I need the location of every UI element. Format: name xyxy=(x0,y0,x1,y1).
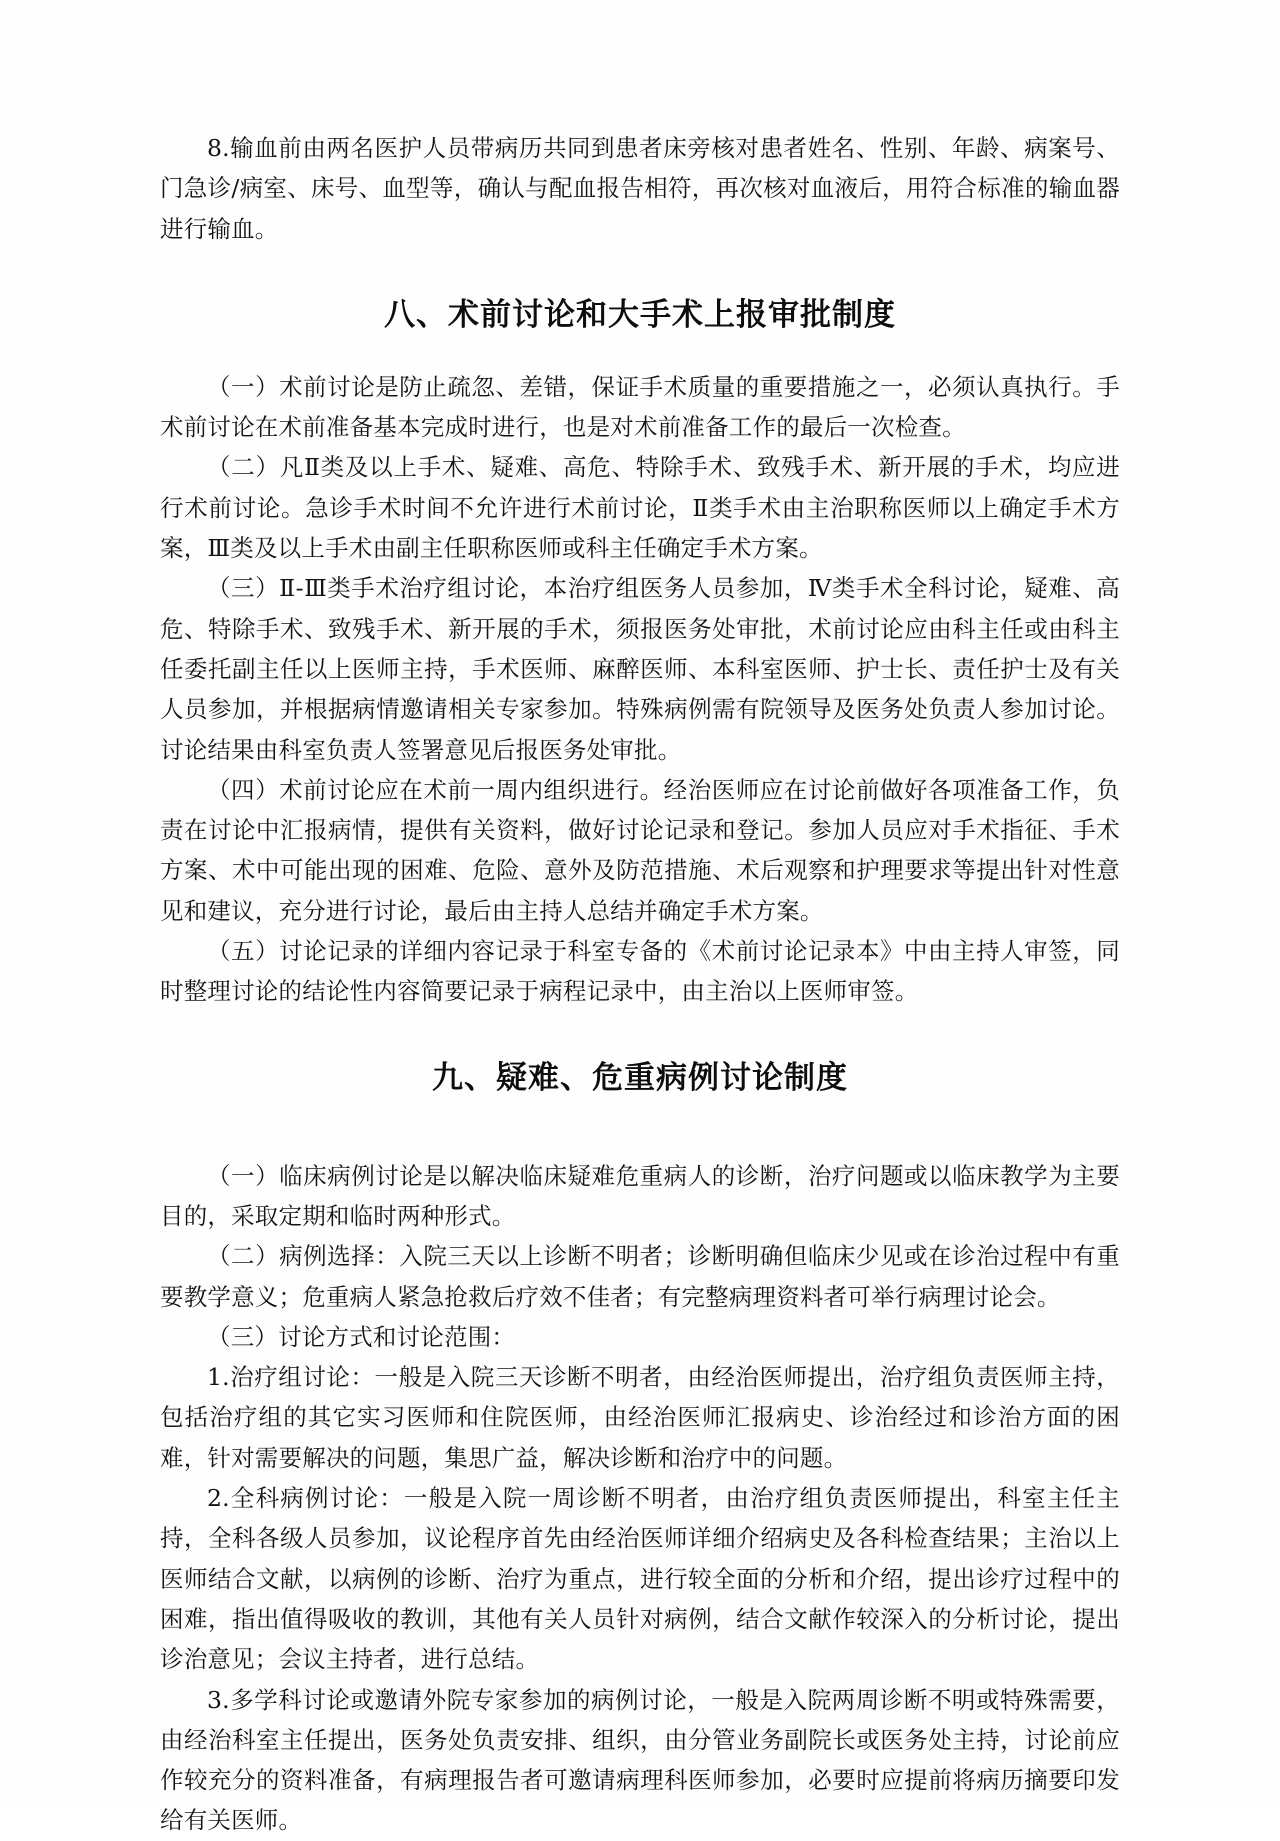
paragraph-8-5: （五）讨论记录的详细内容记录于科室专备的《术前讨论记录本》中由主持人审签，同时整理讨论的结论性内容简要记录于病程记录中，由主治以上医师审签。 xyxy=(160,937,1120,1006)
paragraph-9-3-item-3: 3.多学科讨论或邀请外院专家参加的病例讨论，一般是入院两周诊断不明或特殊需要，由经治科室主任提出，医务处负责安排、组织，由分管业务副院长或医务处主持，讨论前应作较充分的资料准备，有病理报告者可邀请病理科医师参加，必要时应提前将病历摘要印发给有关医师。 xyxy=(160,1685,1120,1835)
paragraph-8-1: （一）术前讨论是防止疏忽、差错，保证手术质量的重要措施之一，必须认真执行。手术前讨论在术前准备基本完成时进行，也是对术前准备工作的最后一次检查。 xyxy=(160,372,1120,442)
paragraph-8-4: （四）术前讨论应在术前一周内组织进行。经治医师应在讨论前做好各项准备工作，负责在讨论中汇报病情，提供有关资料，做好讨论记录和登记。参加人员应对手术指征、手术方案、术中可能出现的困难、危险、意外及防范措施、术后观察和护理要求等提出针对性意见和建议，充分进行讨论，最后由主持人总结并确定手术方案。 xyxy=(160,775,1120,925)
paragraph-9-3-item-1: 1.治疗组讨论：一般是入院三天诊断不明者，由经治医师提出，治疗组负责医师主持，包括治疗组的其它实习医师和住院医师，由经治医师汇报病史、诊治经过和诊治方面的困难，针对需要解决的问题，集思广益，解决诊断和治疗中的问题。 xyxy=(160,1363,1120,1472)
paragraph-9-3-item-2: 2.全科病例讨论：一般是入院一周诊断不明者，由治疗组负责医师提出，科室主任主持，全科各级人员参加，议论程序首先由经治医师详细介绍病史及各科检查结果；主治以上医师结合文献，以病例的诊断、治疗为重点，进行较全面的分析和介绍，提出诊疗过程中的困难，指出值得吸收的教训，其他有关人员针对病例，结合文献作较深入的分析讨论，提出诊治意见；会议主持者，进行总结。 xyxy=(160,1484,1120,1674)
spacer xyxy=(160,1012,1120,1056)
paragraph-8-2: （二）凡Ⅱ类及以上手术、疑难、高危、特除手术、致残手术、新开展的手术，均应进行术前讨论。急诊手术时间不允许进行术前讨论，Ⅱ类手术由主治职称医师以上确定手术方案，Ⅲ类及以上手术由副主任职称医师或科主任确定手术方案。 xyxy=(160,453,1120,563)
paragraph-9-1: （一）临床病例讨论是以解决临床疑难危重病人的诊断，治疗问题或以临床教学为主要目的，采取定期和临时两种形式。 xyxy=(160,1161,1120,1230)
spacer xyxy=(160,249,1120,293)
heading-section-eight: 八、术前讨论和大手术上报审批制度 xyxy=(384,296,896,333)
paragraph-9-3: （三）讨论方式和讨论范围： xyxy=(207,1322,516,1351)
paragraph-item-8-transfusion: 8.输血前由两名医护人员带病历共同到患者床旁核对患者姓名、性别、年龄、病案号、门急诊/病室、床号、血型等，确认与配血报告相符，再次核对血液后，用符合标准的输血器进行输血。 xyxy=(160,134,1120,243)
paragraph-8-3: （三）Ⅱ-Ⅲ类手术治疗组讨论，本治疗组医务人员参加，Ⅳ类手术全科讨论，疑难、高危、特除手术、致残手术、新开展的手术，须报医务处审批，术前讨论应由科主任或由科主任委托副主任以上医师主持，手术医师、麻醉医师、本科室医师、护士长、责任护士及有关人员参加，并根据病情邀请相关专家参加。特殊病例需有院领导及医务处负责人参加讨论。讨论结果由科室负责人签署意见后报医务处审批。 xyxy=(160,574,1120,764)
document-body xyxy=(160,128,1120,1841)
paragraph-9-2: （二）病例选择：入院三天以上诊断不明者；诊断明确但临床少见或在诊治过程中有重要教学意义；危重病人紧急抢救后疗效不佳者；有完整病理资料者可举行病理讨论会。 xyxy=(160,1242,1120,1311)
spacer xyxy=(160,337,1120,367)
spacer xyxy=(160,1100,1120,1156)
heading-section-nine: 九、疑难、危重病例讨论制度 xyxy=(432,1059,848,1096)
